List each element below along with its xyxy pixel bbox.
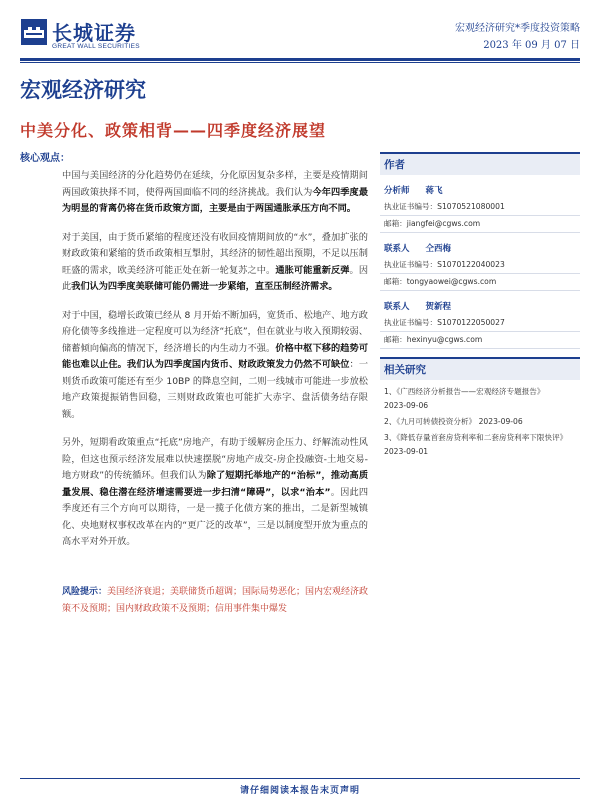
author-card bbox=[380, 299, 580, 349]
related-research-heading: 相关研究 bbox=[380, 357, 580, 380]
paragraph-4 bbox=[62, 435, 368, 551]
paragraph-1-emphasis: 今年四季度最为明显的背离仍将在货币政策方面，主要是由于两国通胀承压方向不同。 bbox=[62, 186, 369, 214]
great-wall-logo-icon bbox=[20, 18, 48, 46]
page-header bbox=[20, 14, 580, 58]
related-item-date: 2023-09-06 bbox=[384, 401, 429, 410]
related-item-title[interactable]: 2、《九月可转债投资分析》 2023-09-06 bbox=[384, 417, 523, 426]
paragraph-2 bbox=[62, 230, 368, 296]
author-name: 仝西梅 bbox=[425, 244, 452, 254]
author-email[interactable]: 邮箱：jiangfei@cgws.com bbox=[380, 216, 580, 233]
main-body bbox=[62, 168, 368, 563]
core-points-label: 核心观点： bbox=[20, 153, 70, 164]
paragraph-2-emphasis-b: 我们认为四季度美联储可能仍需进一步紧缩，直至压制经济需求。 bbox=[71, 281, 338, 292]
author-email[interactable]: 邮箱：tongyaowei@cgws.com bbox=[380, 274, 580, 291]
paragraph-2-connector: 。因此 bbox=[62, 264, 369, 292]
paragraph-1 bbox=[62, 168, 368, 218]
related-item-date: 2023-09-01 bbox=[384, 447, 429, 456]
author-role: 分析师 bbox=[384, 186, 410, 196]
author-card bbox=[380, 183, 580, 233]
header-divider-thin bbox=[20, 62, 580, 63]
risk-label: 风险提示： bbox=[62, 587, 108, 597]
related-item-title[interactable]: 1、《广西经济分析报告——宏观经济专题报告》 bbox=[384, 387, 545, 396]
risk-warning bbox=[62, 584, 372, 617]
brand-name-cn: 长城证券 bbox=[52, 21, 136, 45]
paragraph-4-tail: 。因此四季度还有三个方向可以期待，一是一揽子化债方案的推出，二是新型城镇化、央地财权事权改革在内的“更广泛的改革”，三是以制度型开放为重点的高水平对外开放。 bbox=[62, 486, 369, 547]
author-role-row bbox=[380, 241, 580, 257]
header-meta bbox=[455, 20, 580, 54]
risk-text: 美国经济衰退；美联储货币超调；国际局势恶化；国内宏观经济政策不及预期；国内财政政策不及预期；信用事件集中爆发 bbox=[62, 587, 369, 614]
author-role-row bbox=[380, 299, 580, 315]
paragraph-2-emphasis-a: 通胀可能重新反弹 bbox=[275, 264, 350, 276]
header-divider bbox=[20, 58, 580, 61]
footer-divider bbox=[20, 778, 580, 779]
author-name: 贺新程 bbox=[425, 302, 452, 312]
paragraph-3-emphasis: 价格中枢下移的趋势可能也难以止住。我们认为四季度国内货币、财政政策发力仍然不可缺位 bbox=[62, 342, 369, 370]
paragraph-4-text: 另外，短期看政策重点“托底”房地产，有助于缓解房企压力、纾解流动性风险，但这也预示经济发展难以快速摆脱“房地产成交-房企投融资-土地交易-地方财政”的传统循环。但我们认为 bbox=[62, 437, 368, 481]
report-title: 中美分化、政策相背——四季度经济展望 bbox=[20, 121, 327, 140]
report-date: 2023 年 09 月 07 日 bbox=[483, 40, 580, 51]
author-cert: 执业证书编号：S1070122050027 bbox=[380, 315, 580, 332]
author-role-row bbox=[380, 183, 580, 199]
author-role: 联系人 bbox=[384, 244, 410, 254]
author-cert: 执业证书编号：S1070122040023 bbox=[380, 257, 580, 274]
author-card bbox=[380, 241, 580, 291]
authors-heading: 作者 bbox=[380, 152, 580, 175]
brand-logo bbox=[20, 14, 170, 54]
section-title: 宏观经济研究 bbox=[20, 78, 146, 102]
author-name: 蒋飞 bbox=[425, 186, 443, 196]
author-role: 联系人 bbox=[384, 302, 410, 312]
brand-name-en: GREAT WALL SECURITIES bbox=[52, 43, 140, 50]
author-email[interactable]: 邮箱：hexinyu@cgws.com bbox=[380, 332, 580, 349]
paragraph-3-text: 对于中国，稳增长政策已经从 8 月开始不断加码，宽货币、松地产、地方政府化债等多线推进一定程度可以为经济“托底”，但在就业与收入预期较弱、储蓄倾向偏高的情况下，经济增长的内生动力不强。 bbox=[62, 309, 368, 354]
paragraph-2-text: 对于美国，由于货币紧缩的程度还没有收回疫情期间放的“水”，叠加扩张的财政政策和紧缩的货币政策相互掣肘，其经济的韧性超出预期，不足以压制旺盛的需求，欧美经济可能正处在新一轮复苏之中。 bbox=[62, 231, 368, 276]
footer-disclaimer: 请仔细阅读本报告末页声明 bbox=[239, 786, 360, 796]
paragraph-3 bbox=[62, 308, 368, 424]
paragraph-4-emphasis: 除了短期托举地产的“治标”，推动高质量发展、稳住潜在经济增速需要进一步扫清“障碍”，以求“治本” bbox=[62, 470, 369, 498]
sidebar bbox=[380, 152, 580, 461]
paragraph-1-text: 中国与美国经济的分化趋势仍在延续，分化原因复杂多样，主要是疫情期间两国政策抉择不同，使得两国面临不同的经济挑战。我们认为 bbox=[62, 170, 368, 198]
related-list bbox=[380, 385, 580, 459]
author-cert: 执业证书编号：S1070521080001 bbox=[380, 199, 580, 216]
related-item-title[interactable]: 3、《降低存量首套房贷利率和二套房贷利率下限快评》 bbox=[384, 433, 568, 442]
author-list bbox=[380, 183, 580, 349]
report-category: 宏观经济研究*季度投资策略 bbox=[455, 23, 580, 34]
paragraph-3-tail: ：一则货币政策可能还有至少 10BP 的降息空间，二则一线城市可能进一步放松地产政策提振销售回稳，三则财政政策也可能扩大赤字、盘活债务结存限额。 bbox=[62, 359, 369, 420]
